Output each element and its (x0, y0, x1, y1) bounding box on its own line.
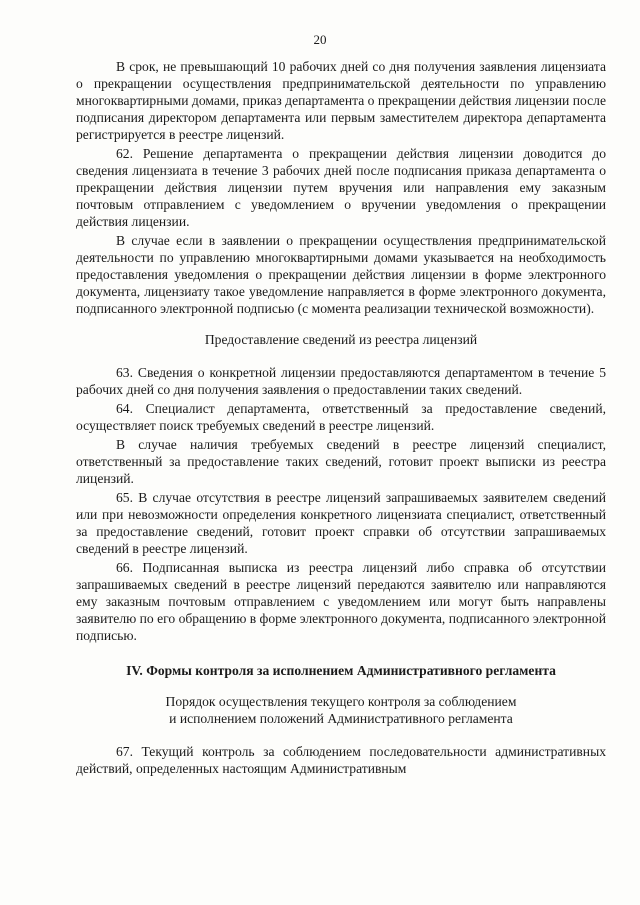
paragraph: 64. Специалист департамента, ответственный за предоставление сведений, осуществляет поиск требуемых сведений в реестре лицензий. (76, 401, 606, 433)
paragraph: 66. Подписанная выписка из реестра лицензий либо справка об отсутствии запрашиваемых сведений в реестре лицензий передаются заявителю или направляются ему заказным почтовым отправлением с уведомлением или могут быть направлены заявителю по его обращению в форме электронного документа, подписанного электронной подписью. (76, 560, 607, 643)
sub-heading-line: Порядок осуществления текущего контроля за соблюдением (165, 694, 517, 709)
sub-heading-line: и исполнением положений Административного регламента (169, 711, 513, 726)
paragraph: 65. В случае отсутствия в реестре лицензий запрашиваемых заявителем сведений или при невозможности определения конкретного лицензиата специалист, ответственный за предоставление сведений, готовит проект справки об отсутствии запрашиваемых сведений в реестре лицензий. (76, 490, 606, 556)
sub-heading (76, 693, 606, 727)
paragraph: 62. Решение департамента о прекращении действия лицензии доводится до сведения лицензиата в течение 3 рабочих дней после подписания приказа департамента о прекращении действия лицензии путем вручения или направления ему заказным почтовым отправлением с уведомлением о вручении уведомления о прекращении действия лицензии. (76, 146, 606, 229)
paragraph: В случае если в заявлении о прекращении осуществления предпринимательской деятельности по управлению многоквартирными домами указывается на необходимость предоставления уведомления о прекращении действия лицензии в форме электронного документа, лицензиату такое уведомление направляется в форме электронного документа, подписанного электронной подписью (с момента реализации технической возможности). (76, 233, 606, 316)
paragraph: В случае наличия требуемых сведений в реестре лицензий специалист, ответственный за предоставление таких сведений, готовит проект выписки из реестра лицензий. (76, 437, 606, 486)
paragraph: 63. Сведения о конкретной лицензии предоставляются департаментом в течение 5 рабочих дней со дня получения заявления о предоставлении таких сведений. (76, 365, 606, 397)
paragraph: В срок, не превышающий 10 рабочих дней со дня получения заявления лицензиата о прекращении осуществления предпринимательской деятельности по управлению многоквартирными домами, приказ департамента о прекращении действия лицензии после подписания директором департамента или первым заместителем директора департамента регистрируется в реестре лицензий. (76, 59, 606, 142)
chapter-heading: IV. Формы контроля за исполнением Административного регламента (126, 663, 556, 678)
section-heading: Предоставление сведений из реестра лицензий (204, 332, 478, 347)
page-number: 20 (313, 32, 327, 47)
paragraph: 67. Текущий контроль за соблюдением последовательности административных действий, определенных настоящим Административным (76, 744, 606, 776)
document-body (76, 58, 606, 779)
